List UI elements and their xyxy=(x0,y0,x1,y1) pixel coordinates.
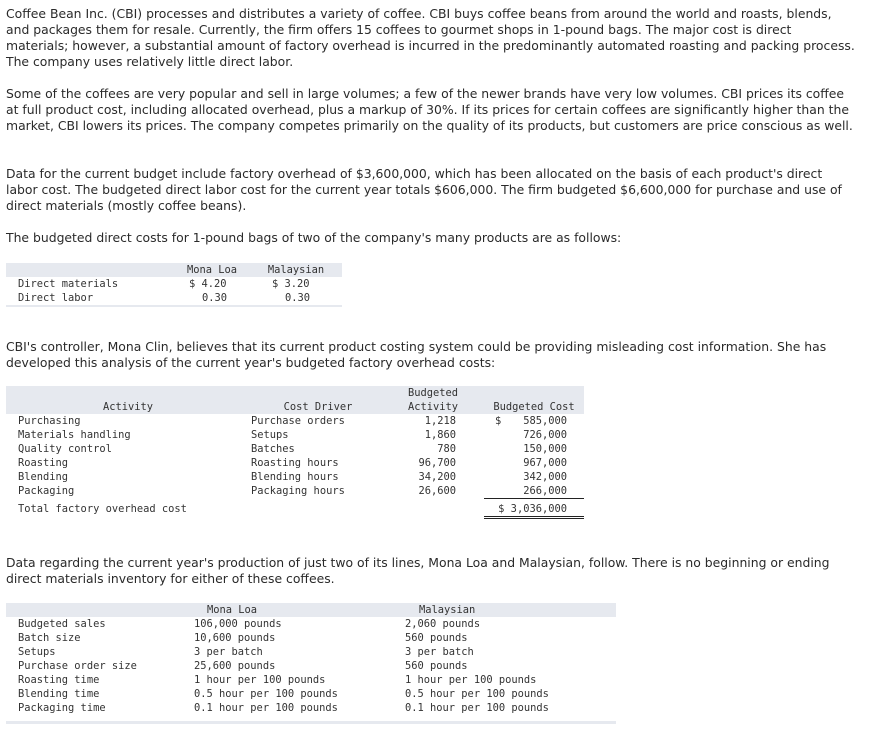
cell-mona: 0.5 hour per 100 pounds xyxy=(194,688,338,700)
cell-malaysian: 560 pounds xyxy=(405,632,468,644)
activity-name: Roasting xyxy=(18,457,69,469)
header-activity-amount: Activity xyxy=(407,401,459,413)
cell-mona: 3 per batch xyxy=(194,646,263,658)
row-label: Direct materials xyxy=(18,278,119,290)
activity-name: Quality control xyxy=(18,443,112,455)
cost-driver: Blending hours xyxy=(251,471,339,483)
budgeted-cost: 266,000 xyxy=(523,485,567,497)
header-activity: Activity xyxy=(102,401,154,413)
cell-mona: 0.30 xyxy=(201,292,227,304)
row-label: Blending time xyxy=(18,688,100,700)
subtotal-rule xyxy=(484,498,584,499)
cell-mona: 10,600 pounds xyxy=(194,632,276,644)
dollar-sign: $ xyxy=(495,415,502,427)
row-label: Setups xyxy=(18,646,56,658)
budgeted-cost: 726,000 xyxy=(523,429,567,441)
budgeted-cost: 585,000 xyxy=(523,415,567,427)
paragraph-budget: Data for the current budget include factory overhead of $3,600,000, which has been allocated on the basis of each product's direct labor cost. The budgeted direct labor cost for the current year totals $606,000. The firm budgeted $6,600,000 for purchase and use of direct materials (mostly coffee beans). xyxy=(6,166,842,213)
budgeted-cost: 342,000 xyxy=(523,471,567,483)
cell-malaysian: 0.30 xyxy=(284,292,310,304)
cell-malaysian: 2,060 pounds xyxy=(405,618,481,630)
budgeted-activity: 26,600 xyxy=(418,485,456,497)
cell-malaysian: 560 pounds xyxy=(405,660,468,672)
budgeted-activity: 1,860 xyxy=(424,429,456,441)
cost-driver: Packaging hours xyxy=(251,485,345,497)
cell-malaysian: 0.5 hour per 100 pounds xyxy=(405,688,549,700)
row-label: Batch size xyxy=(18,632,81,644)
paragraph-pricing: Some of the coffees are very popular and sell in large volumes; a few of the newer brands have very low volumes. CBI prices its coffee at full product cost, including allocated overhead, plus a markup of 30%. If its prices for certain coffees are significantly higher than the market, CBI lowers its prices. The company competes primarily on the quality of its products, but customers are price conscious as well. xyxy=(6,86,853,133)
activity-name: Materials handling xyxy=(18,429,131,441)
cost-driver: Setups xyxy=(251,429,289,441)
row-label: Roasting time xyxy=(18,674,100,686)
cost-driver: Batches xyxy=(251,443,295,455)
total-cost: $ 3,036,000 xyxy=(498,503,567,515)
budgeted-cost: 150,000 xyxy=(523,443,567,455)
paragraph-direct-costs-intro: The budgeted direct costs for 1-pound bags of two of the company's many products are as follows: xyxy=(6,230,622,245)
cell-mona: 0.1 hour per 100 pounds xyxy=(194,702,338,714)
row-label: Purchase order size xyxy=(18,660,137,672)
header-malaysian: Malaysian xyxy=(419,604,476,616)
total-label: Total factory overhead cost xyxy=(18,503,187,515)
header-cost-driver: Cost Driver xyxy=(283,401,353,413)
header-malaysian: Malaysian xyxy=(267,264,325,276)
header-budgeted: Budgeted xyxy=(407,387,459,399)
budgeted-activity: 780 xyxy=(437,443,456,455)
cell-mona: 106,000 pounds xyxy=(194,618,282,630)
cell-mona: 25,600 pounds xyxy=(194,660,276,672)
budgeted-activity: 34,200 xyxy=(418,471,456,483)
header-mona-loa: Mona Loa xyxy=(186,264,238,276)
activity-name: Purchasing xyxy=(18,415,81,427)
budgeted-activity: 1,218 xyxy=(424,415,456,427)
paragraph-controller: CBI's controller, Mona Clin, believes that its current product costing system could be providing misleading cost information. She has developed this analysis of the current year's budgeted factory overhead costs: xyxy=(6,339,827,370)
activity-name: Blending xyxy=(18,471,69,483)
cell-malaysian: 3 per batch xyxy=(405,646,474,658)
budgeted-cost: 967,000 xyxy=(523,457,567,469)
row-label: Budgeted sales xyxy=(18,618,106,630)
cell-malaysian: 0.1 hour per 100 pounds xyxy=(405,702,549,714)
paragraph-intro: Coffee Bean Inc. (CBI) processes and distributes a variety of coffee. CBI buys coffee beans from around the world and roasts, blends, and packages them for resale. Currently, the firm offers 15 coffees to gourmet shops in 1-pound bags. The major cost is direct materials; however, a substantial amount of factory overhead is incurred in the predominantly automated roasting and packing process. The company uses relatively little direct labor. xyxy=(6,6,855,69)
cost-driver: Roasting hours xyxy=(251,457,339,469)
paragraph-production: Data regarding the current year's production of just two of its lines, Mona Loa and Malaysian, follow. There is no beginning or ending direct materials inventory for either of these coffees. xyxy=(6,555,830,586)
cell-mona: 1 hour per 100 pounds xyxy=(194,674,326,686)
row-label: Packaging time xyxy=(18,702,106,714)
header-mona-loa: Mona Loa xyxy=(207,604,258,616)
row-label: Direct labor xyxy=(18,292,94,304)
total-rule-2 xyxy=(484,518,584,519)
activity-name: Packaging xyxy=(18,485,75,497)
cell-malaysian: $ 3.20 xyxy=(272,278,310,290)
cell-malaysian: 1 hour per 100 pounds xyxy=(405,674,537,686)
total-rule-1 xyxy=(484,516,584,517)
cell-mona: $ 4.20 xyxy=(189,278,227,290)
cost-driver: Purchase orders xyxy=(251,415,345,427)
budgeted-activity: 96,700 xyxy=(418,457,456,469)
header-budgeted-cost: Budgeted Cost xyxy=(493,401,575,413)
